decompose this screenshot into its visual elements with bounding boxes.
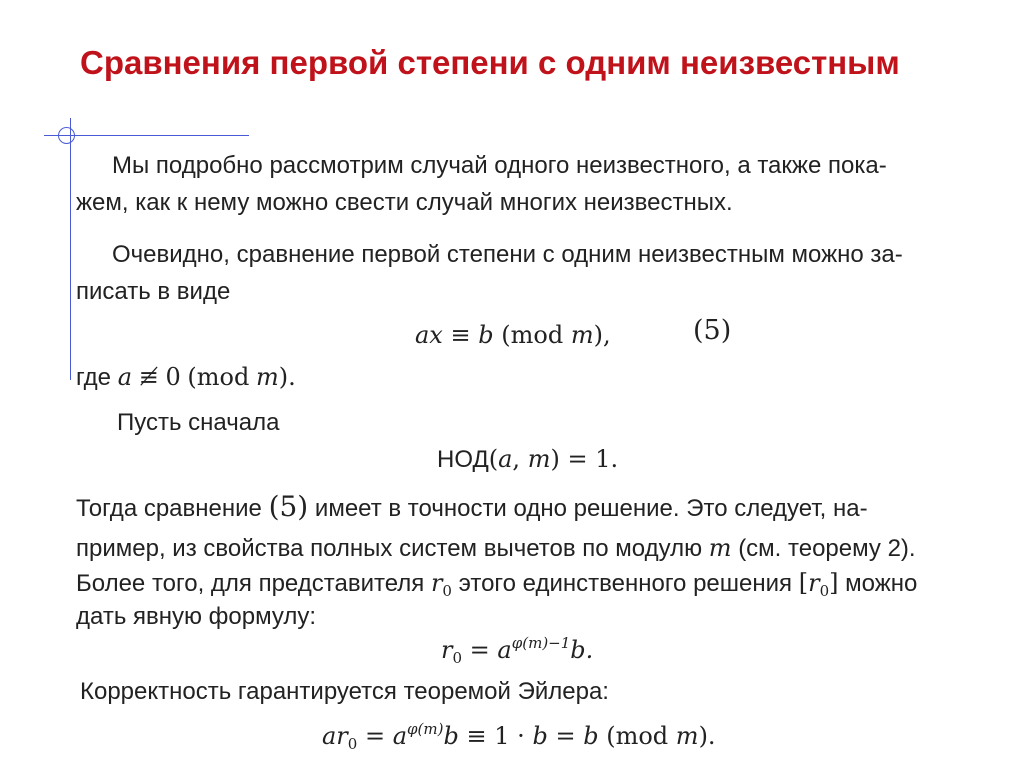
p4-l1-text-a: Тогда сравнение [76,495,262,522]
gcd-equation [437,444,618,475]
p4-l3-close: ] [829,569,839,597]
r0-equals: = [469,636,490,664]
euler-equals-1: = [364,722,386,750]
euler-formula [322,714,716,759]
r0-sub: 0 [452,649,463,667]
euler-b3: b [583,722,599,750]
p4-l1-text-b: имеет в точности одно решение. Это следует, на- [314,495,868,522]
p4-l3-text-c: можно [845,570,918,597]
p4-l1-ref: (5) [268,490,309,523]
equation-5 [415,320,611,350]
euler-mod-var: m [675,722,699,750]
paragraph-2-line-2: писать в виде [76,278,231,305]
paragraph-5-line-1: Корректность гарантируется теоремой Эйлера: [80,678,609,705]
euler-equals-2: = [555,722,576,750]
gcd-close: ) [550,445,560,473]
euler-mod-open: (mod [606,722,669,750]
r0-exponent: φ(m)−1 [511,634,571,652]
condition-zero: 0 [165,363,181,391]
eq5-congruence: ≡ [450,321,471,349]
euler-sub: 0 [347,735,358,753]
crosshair-circle-icon [58,127,75,144]
condition-var-a: a [117,363,133,391]
gcd-label: НОД [437,446,489,473]
eq5-mod-var: m [570,321,594,349]
p4-l3-r2: r [808,569,820,597]
paragraph-4-line-1 [76,492,868,524]
gcd-a: a [498,445,513,473]
eq5-mod-close: ), [593,321,611,349]
condition-prefix: где [76,364,112,391]
euler-dot: · [517,722,525,750]
condition-mod-open: (mod [187,363,250,391]
euler-a: a [392,722,408,750]
p4-l2-var: m [708,534,732,562]
p4-l2-text-a: пример, из свойства полных систем вычетов по модулю [76,535,703,562]
p4-l3-text-b: этого единственного решения [458,570,793,597]
r0-a: a [497,636,512,664]
condition-mod-close: ). [278,363,296,391]
slide-title: Сравнения первой степени с одним неизвестным [80,44,900,81]
condition-not-congruent: ≢ [138,363,159,391]
paragraph-4-line-2 [76,533,916,564]
condition-mod-var: m [256,363,279,391]
vertical-guide-line [70,118,71,380]
gcd-open: ( [488,445,499,473]
paragraph-1-line-1: Мы подробно рассмотрим случай одного неизвестного, а также пока- [112,152,887,179]
euler-exponent: φ(m) [407,720,444,738]
paragraph-1-line-2: жем, как к нему можно свести случай многих неизвестных. [76,189,733,216]
gcd-equals: = [567,445,588,473]
p4-l3-text-a: Более того, для представителя [76,570,425,597]
equation-number-5: (5) [693,315,732,346]
euler-one: 1 [494,722,510,750]
paragraph-4-line-4: дать явную формулу: [76,603,317,630]
euler-b: b [443,722,459,750]
eq5-lhs: ax [415,321,443,349]
r0-r: r [441,636,453,664]
eq5-mod-open: (mod [501,321,564,349]
formula-r0 [441,628,593,673]
condition-line [76,362,296,393]
paragraph-3-line-1: Пусть сначала [117,409,280,436]
paragraph-4-line-3 [76,568,917,606]
euler-b2: b [532,722,548,750]
euler-congruence: ≡ [466,722,487,750]
gcd-comma: , [512,445,521,473]
gcd-value: 1. [595,445,619,473]
eq5-rhs: b [478,321,494,349]
p4-l3-open: [ [798,569,809,597]
gcd-m: m [527,445,551,473]
p4-l2-text-b: (см. теорему 2). [738,535,916,562]
euler-mod-close: ). [698,722,716,750]
r0-b: b. [570,636,594,664]
paragraph-2-line-1: Очевидно, сравнение первой степени с одним неизвестным можно за- [112,241,903,268]
euler-ar: ar [322,722,348,750]
p4-l3-sub: 0 [442,582,452,600]
p4-l3-r: r [430,569,443,597]
p4-l3-sub2: 0 [819,582,830,600]
